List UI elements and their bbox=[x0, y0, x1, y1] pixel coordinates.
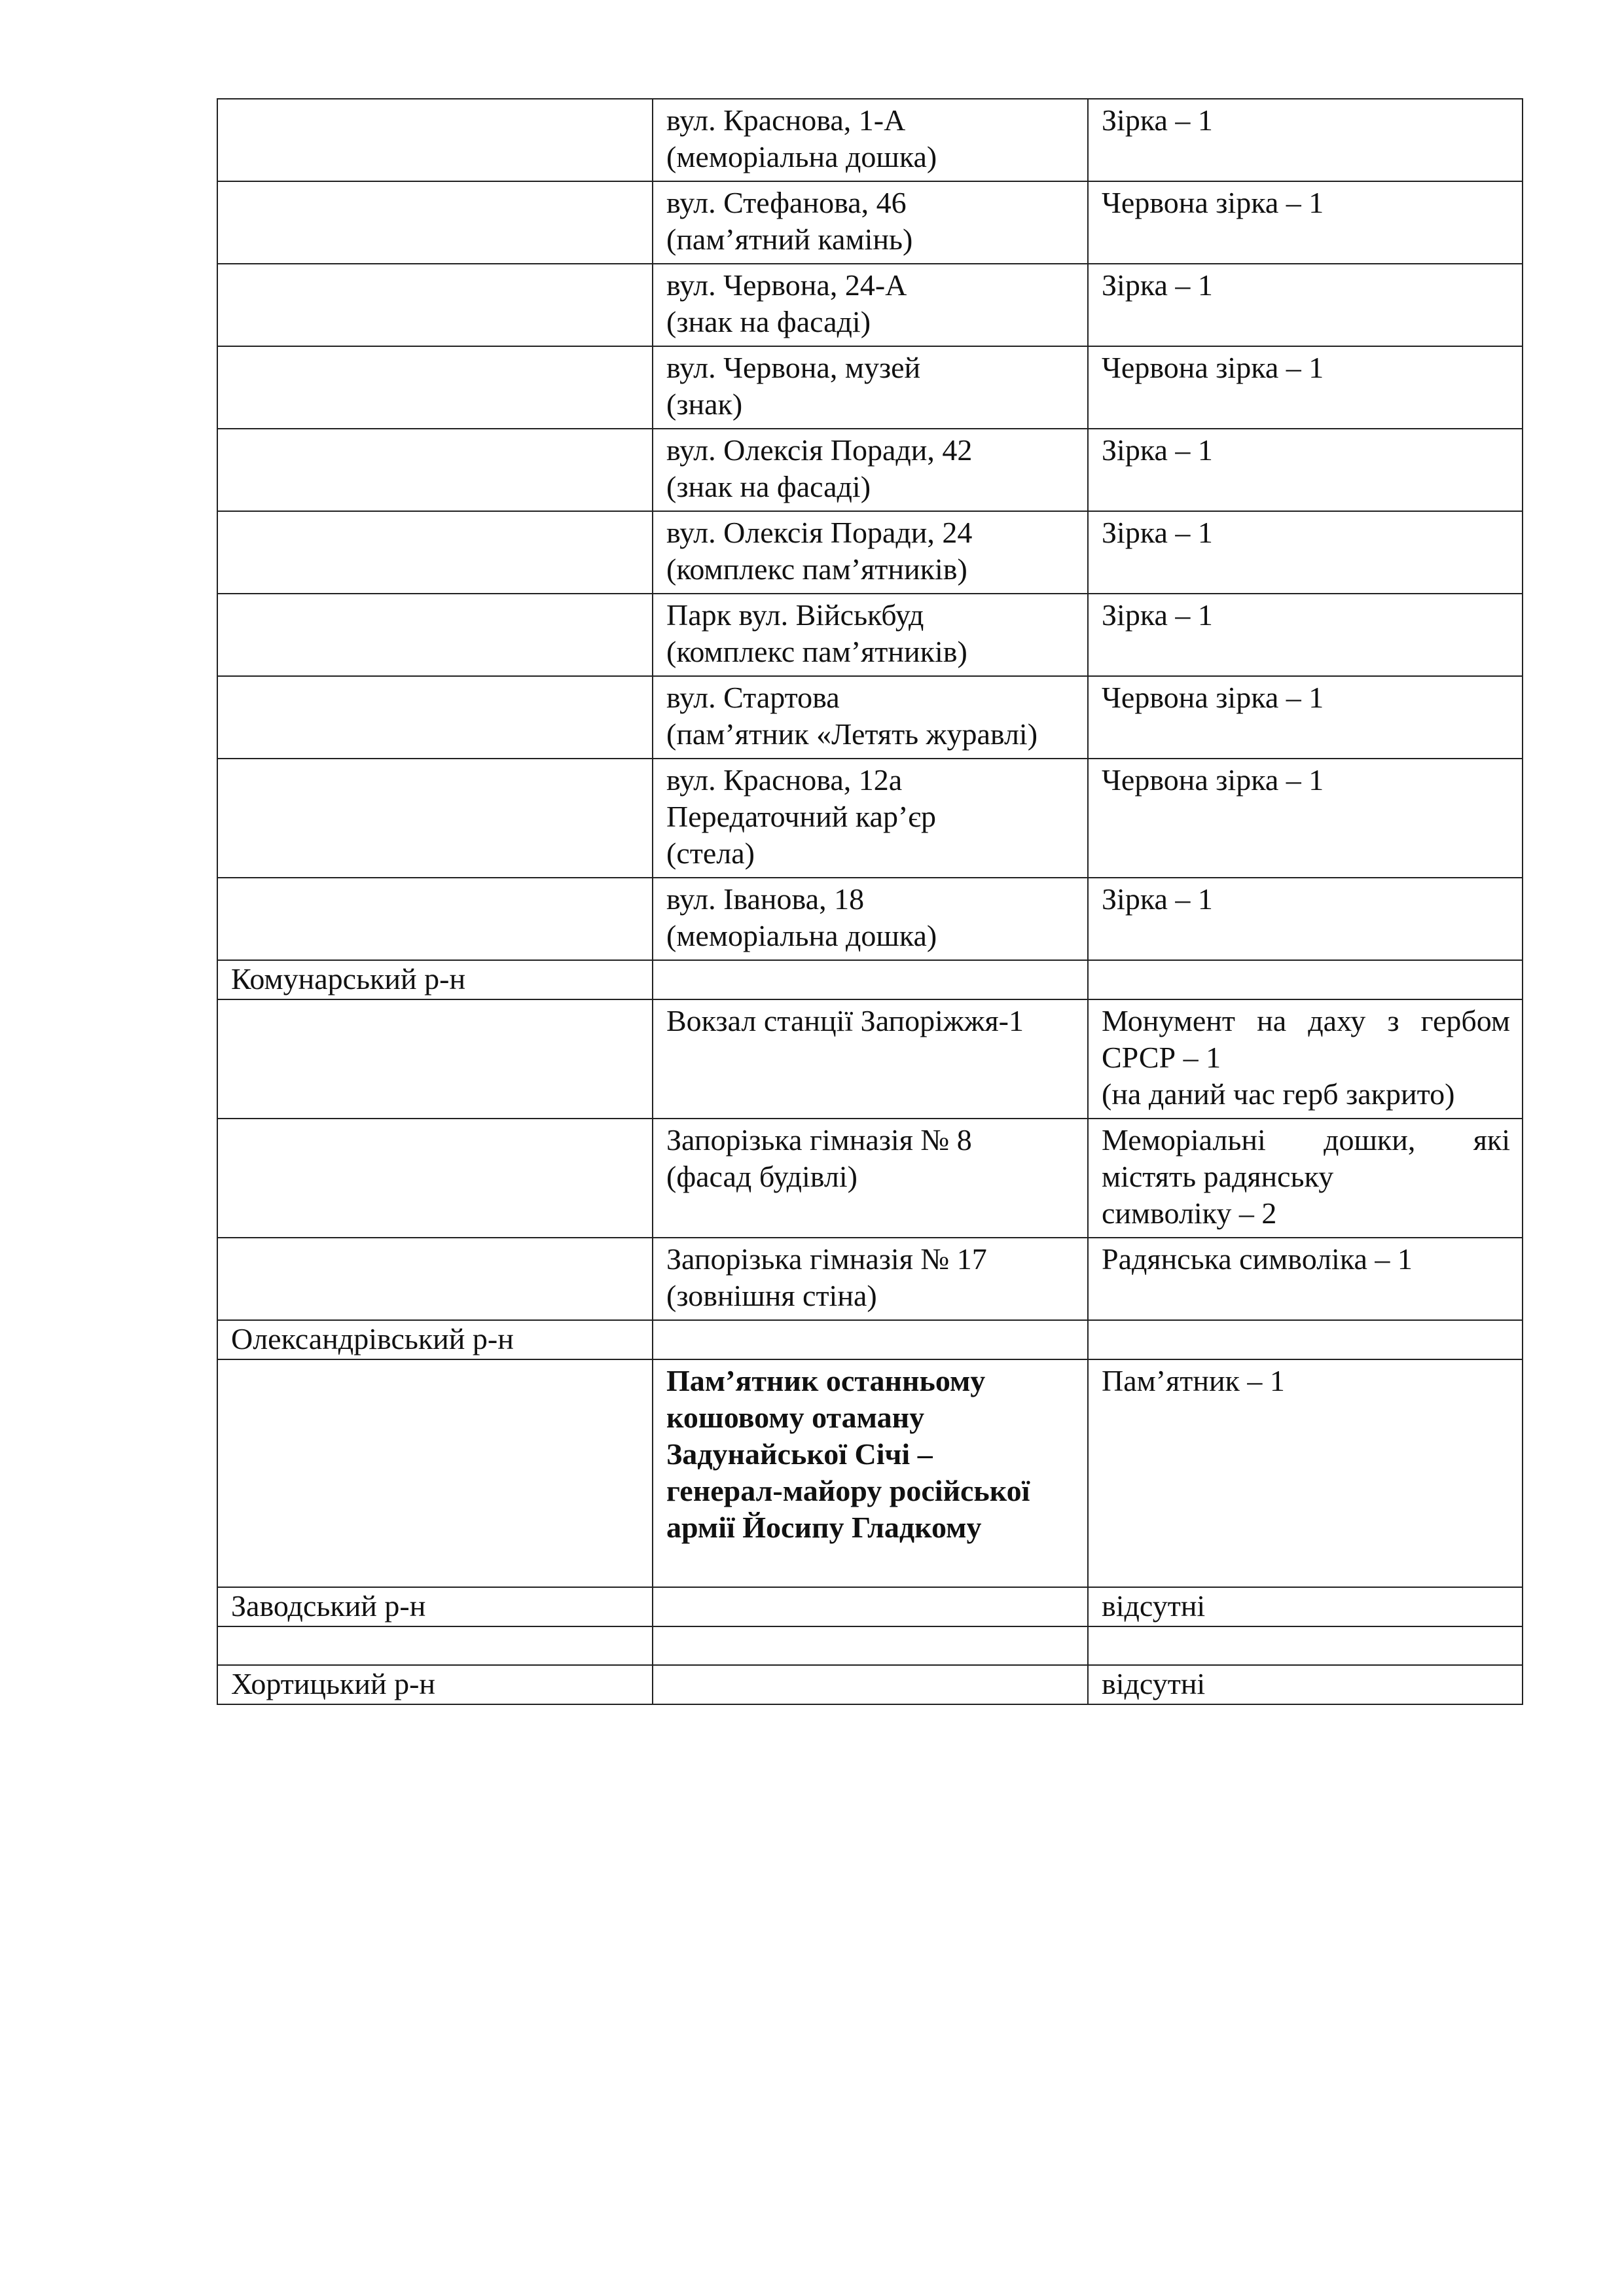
location-cell bbox=[653, 759, 1088, 878]
location-cell bbox=[653, 1238, 1088, 1320]
district-cell bbox=[217, 1238, 653, 1320]
location-line: Парк вул. Військбуд bbox=[666, 598, 924, 632]
symbols-cell bbox=[1088, 759, 1523, 878]
location-line: (стела) bbox=[666, 836, 755, 870]
symbols-line: символіку – 2 bbox=[1102, 1196, 1277, 1230]
table-row bbox=[217, 1119, 1523, 1238]
location-line: генерал-майору російської bbox=[666, 1474, 1030, 1507]
location-line: (пам’ятний камінь) bbox=[666, 223, 913, 256]
location-line: Задунайської Січі – bbox=[666, 1437, 933, 1471]
symbols-cell bbox=[1088, 1359, 1523, 1587]
table-row bbox=[217, 1238, 1523, 1320]
symbols-cell bbox=[1088, 676, 1523, 759]
location-cell bbox=[653, 1665, 1088, 1704]
location-line: Передаточний кар’єр bbox=[666, 800, 937, 833]
symbols-cell bbox=[1088, 1665, 1523, 1704]
district-cell bbox=[217, 181, 653, 264]
location-line: Вокзал станції Запоріжжя-1 bbox=[666, 1004, 1024, 1037]
location-cell bbox=[653, 429, 1088, 511]
symbols-line: Червона зірка – 1 bbox=[1102, 186, 1324, 219]
district-cell bbox=[217, 264, 653, 346]
location-line: Запорізька гімназія № 8 bbox=[666, 1123, 972, 1157]
location-cell bbox=[653, 181, 1088, 264]
location-line: вул. Червона, 24-А bbox=[666, 268, 907, 302]
symbols-cell bbox=[1088, 1626, 1523, 1665]
location-line: (фасад будівлі) bbox=[666, 1160, 857, 1193]
district-cell bbox=[217, 1119, 653, 1238]
table-row bbox=[217, 878, 1523, 960]
district-cell bbox=[217, 878, 653, 960]
symbols-cell bbox=[1088, 181, 1523, 264]
symbols-cell bbox=[1088, 960, 1523, 999]
district-row bbox=[217, 1665, 1523, 1704]
district-cell bbox=[217, 594, 653, 676]
location-line: армії Йосипу Гладкому bbox=[666, 1511, 982, 1544]
location-cell bbox=[653, 999, 1088, 1119]
symbols-cell bbox=[1088, 1320, 1523, 1359]
location-line: (меморіальна дошка) bbox=[666, 140, 937, 173]
symbols-cell bbox=[1088, 99, 1523, 181]
table-row bbox=[217, 759, 1523, 878]
table-row bbox=[217, 429, 1523, 511]
district-cell bbox=[217, 999, 653, 1119]
location-line: вул. Стартова bbox=[666, 681, 840, 714]
district-row bbox=[217, 960, 1523, 999]
symbols-line: Зірка – 1 bbox=[1102, 598, 1213, 632]
monuments-table bbox=[217, 98, 1523, 1705]
location-line: (пам’ятник «Летять журавлі) bbox=[666, 717, 1038, 751]
symbols-line: Зірка – 1 bbox=[1102, 103, 1213, 137]
location-line: вул. Стефанова, 46 bbox=[666, 186, 907, 219]
symbols-line: Зірка – 1 bbox=[1102, 882, 1213, 916]
location-cell bbox=[653, 511, 1088, 594]
table-row bbox=[217, 346, 1523, 429]
location-line: вул. Краснова, 1-А bbox=[666, 103, 906, 137]
location-cell bbox=[653, 346, 1088, 429]
symbols-cell bbox=[1088, 1587, 1523, 1626]
table-row bbox=[217, 181, 1523, 264]
symbols-line: Радянська символіка – 1 bbox=[1102, 1242, 1413, 1276]
symbols-line: відсутні bbox=[1102, 1667, 1206, 1700]
location-cell bbox=[653, 676, 1088, 759]
location-line: (комплекс пам’ятників) bbox=[666, 635, 967, 668]
symbols-line: Зірка – 1 bbox=[1102, 516, 1213, 549]
district-row bbox=[217, 1320, 1523, 1359]
district-cell bbox=[217, 676, 653, 759]
district-cell bbox=[217, 429, 653, 511]
district-cell bbox=[217, 1626, 653, 1665]
district-name: Хортицький р-н bbox=[231, 1667, 436, 1700]
district-cell bbox=[217, 1587, 653, 1626]
table-row bbox=[217, 594, 1523, 676]
location-line: (знак на фасаді) bbox=[666, 305, 871, 338]
table-row bbox=[217, 1359, 1523, 1587]
symbols-line: Зірка – 1 bbox=[1102, 433, 1213, 467]
table-row bbox=[217, 264, 1523, 346]
empty-row bbox=[217, 1626, 1523, 1665]
location-line: Запорізька гімназія № 17 bbox=[666, 1242, 987, 1276]
symbols-line: Монумент на даху з гербом bbox=[1102, 1004, 1510, 1037]
symbols-line: Червона зірка – 1 bbox=[1102, 351, 1324, 384]
location-cell bbox=[653, 1587, 1088, 1626]
district-cell bbox=[217, 1359, 653, 1587]
district-row bbox=[217, 1587, 1523, 1626]
symbols-line: (на даний час герб закрито) bbox=[1102, 1077, 1455, 1111]
location-line: (знак на фасаді) bbox=[666, 470, 871, 503]
location-cell bbox=[653, 594, 1088, 676]
location-cell bbox=[653, 1626, 1088, 1665]
symbols-cell bbox=[1088, 264, 1523, 346]
district-cell bbox=[217, 759, 653, 878]
location-line: вул. Краснова, 12а bbox=[666, 763, 903, 797]
location-cell bbox=[653, 1119, 1088, 1238]
symbols-line: Червона зірка – 1 bbox=[1102, 763, 1324, 797]
district-name: Заводський р-н bbox=[231, 1589, 426, 1623]
table-row bbox=[217, 99, 1523, 181]
location-cell bbox=[653, 99, 1088, 181]
district-cell bbox=[217, 511, 653, 594]
symbols-cell bbox=[1088, 1238, 1523, 1320]
district-cell bbox=[217, 960, 653, 999]
location-cell bbox=[653, 960, 1088, 999]
location-line: (зовнішня стіна) bbox=[666, 1279, 877, 1312]
location-line: вул. Олексія Поради, 24 bbox=[666, 516, 973, 549]
symbols-line: відсутні bbox=[1102, 1589, 1206, 1623]
location-line: (комплекс пам’ятників) bbox=[666, 552, 967, 586]
location-line: (знак) bbox=[666, 387, 743, 421]
location-line: кошовому отаману bbox=[666, 1401, 925, 1434]
district-name: Олександрівський р-н bbox=[231, 1322, 514, 1355]
symbols-cell bbox=[1088, 346, 1523, 429]
symbols-line: Меморіальні дошки, які bbox=[1102, 1123, 1510, 1157]
symbols-line: містять радянську bbox=[1102, 1160, 1334, 1193]
district-cell bbox=[217, 346, 653, 429]
district-name: Комунарський р-н bbox=[231, 962, 466, 996]
symbols-cell bbox=[1088, 594, 1523, 676]
symbols-line: Зірка – 1 bbox=[1102, 268, 1213, 302]
location-cell bbox=[653, 1320, 1088, 1359]
location-line: вул. Іванова, 18 bbox=[666, 882, 865, 916]
table-row bbox=[217, 511, 1523, 594]
district-cell bbox=[217, 99, 653, 181]
location-line: (меморіальна дошка) bbox=[666, 919, 937, 952]
symbols-cell bbox=[1088, 1119, 1523, 1238]
location-cell bbox=[653, 878, 1088, 960]
location-cell bbox=[653, 1359, 1088, 1587]
symbols-cell bbox=[1088, 999, 1523, 1119]
symbols-line: СРСР – 1 bbox=[1102, 1041, 1221, 1074]
location-line: Пам’ятник останньому bbox=[666, 1364, 986, 1397]
location-line: вул. Червона, музей bbox=[666, 351, 921, 384]
symbols-cell bbox=[1088, 878, 1523, 960]
symbols-line: Пам’ятник – 1 bbox=[1102, 1364, 1285, 1397]
table-row bbox=[217, 676, 1523, 759]
table-row bbox=[217, 999, 1523, 1119]
district-cell bbox=[217, 1665, 653, 1704]
location-line: вул. Олексія Поради, 42 bbox=[666, 433, 973, 467]
location-cell bbox=[653, 264, 1088, 346]
symbols-line: Червона зірка – 1 bbox=[1102, 681, 1324, 714]
symbols-cell bbox=[1088, 429, 1523, 511]
symbols-cell bbox=[1088, 511, 1523, 594]
district-cell bbox=[217, 1320, 653, 1359]
